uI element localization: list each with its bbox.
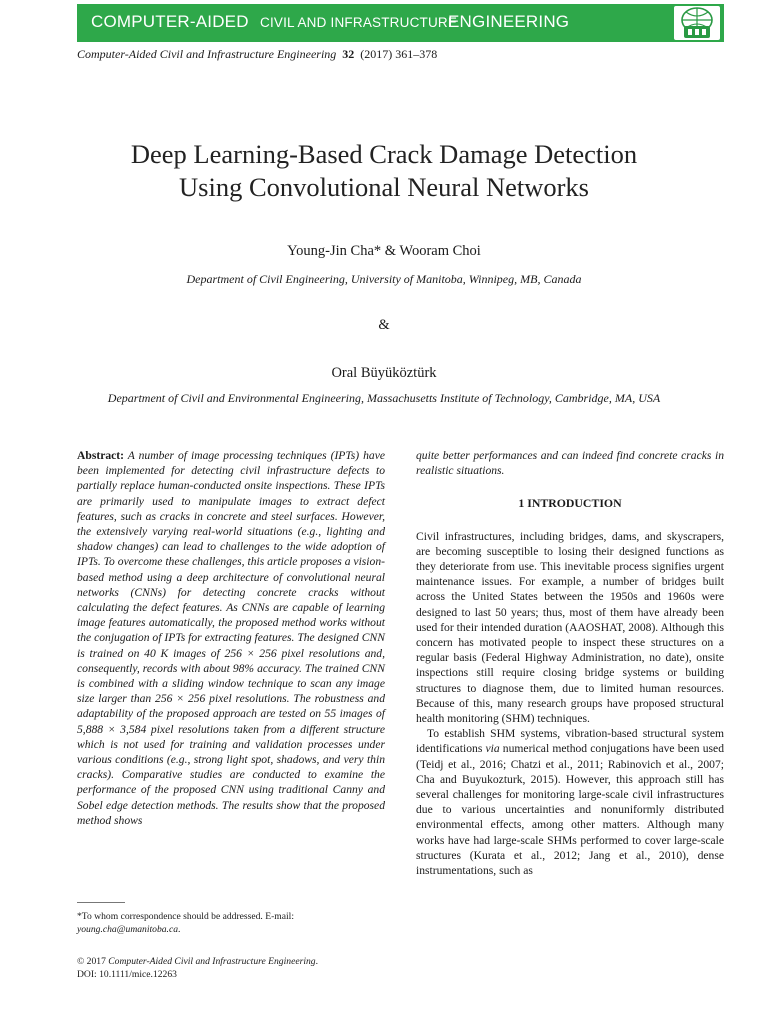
title-line1: Deep Learning-Based Crack Damage Detection bbox=[130, 139, 638, 169]
affiliation1: Department of Civil Engineering, University of Manitoba, Winnipeg, MB, Canada bbox=[186, 272, 582, 286]
intro-paragraph-2-via: via bbox=[485, 742, 500, 756]
footnote-email[interactable]: young.cha@umanitoba.ca bbox=[77, 924, 179, 935]
copyright-block bbox=[77, 955, 318, 981]
authors-group1: Young-Jin Cha* & Wooram Choi bbox=[287, 243, 481, 259]
abstract-text: A number of image processing techniques (IPTs) have been implemented for detecting civil infrastructure defects to partially replace human-conducted onsite inspections. These IPTs are primarily used to manipulate images to extract defect features, such as cracks in concrete and steel surfaces. However, the extensively varying real-world situations (e.g., lighting and shadow changes) can lead to challenges to the wide adoption of IPTs. To overcome these challenges, this article proposes a vision-based method using a deep architecture of convolutional neural networks (CNNs) for detecting concrete cracks without calculating the defect features. As CNNs are capable of learning image features automatically, the proposed method works without the conjugation of IPTs for extracting features. The designed CNN is trained on 40 K images of 256 × 256 pixel resolutions and, consequently, records with about 98% accuracy. The trained CNN is combined with a sliding window technique to scan any image size larger than 256 × 256 pixel resolutions. The robustness and adaptability of the proposed approach are tested on 55 images of 5,888 × 3,584 pixel resolutions taken from a different structure which is not used for training and validation processes under various conditions (e.g., strong light spot, shadows, and very thin cracks). Comparative studies are conducted to examine the performance of the proposed CNN using traditional Canny and Sobel edge detection methods. The results show that the proposed method shows bbox=[77, 449, 385, 827]
journal-logo-icon bbox=[674, 6, 720, 40]
footnote-text: *To whom correspondence should be addressed. E-mail: bbox=[77, 911, 294, 922]
intro-paragraph-1: Civil infrastructures, including bridges, dams, and skyscrapers, are becoming susceptible to losing their designed functions as they deteriorate from use. This inevitable process signifies urgent maintenance issues. For example, a number of bridges built across the United States between the 1950s and 1960s were designed to last 50 years; thus, most of them have already been used for their intended duration (AAOSHAT, 2008). Although this concern has motivated people to inspect these structures on a regular basis (Federal Highway Administration, no date), onsite inspections still require closing bridge systems or building structures to diagnose them, due to limited human resources. Because of this, many research groups have proposed structural health monitoring (SHM) techniques. bbox=[416, 529, 724, 726]
footnote-end: . bbox=[178, 924, 181, 935]
journal-banner bbox=[77, 4, 724, 42]
citation-volume: 32 bbox=[342, 47, 355, 61]
footnote bbox=[77, 910, 385, 936]
citation-line bbox=[77, 47, 437, 62]
banner-part2: CIVIL AND INFRASTRUCTURE bbox=[260, 15, 458, 30]
right-column bbox=[416, 448, 724, 878]
abstract-continuation: quite better performances and can indeed find concrete cracks in realistic situations. bbox=[416, 449, 724, 478]
abstract bbox=[77, 448, 385, 828]
title-line2: Using Convolutional Neural Networks bbox=[179, 172, 589, 202]
paper-title bbox=[60, 138, 708, 204]
section-heading: 1 INTRODUCTION bbox=[518, 496, 622, 511]
intro-paragraph-2-b: numerical method conjugations have been used (Teidj et al., 2016; Chatzi et al., 2011; Rabinovich et al., 2007; Cha and Buyukozturk, 2015). However, this approach still has several challenges for monitoring large-scale civil infrastructures due to various uncertainties and nonuniformly distributed environmental effects, among other matters. Although many works have had large-scale SHMs performed to cover large-scale structures (Kurata et al., 2012; Jang et al., 2010), dense instrumentations, such as bbox=[416, 742, 724, 878]
authors-group2: Oral Büyüköztürk bbox=[331, 365, 437, 381]
banner-part3: ENGINEERING bbox=[448, 12, 570, 31]
citation-year-pages: (2017) 361–378 bbox=[360, 47, 438, 61]
authors-ampersand: & bbox=[378, 317, 390, 333]
intro-paragraph-2-a: To establish SHM systems, vibration-based structural system identifications bbox=[416, 727, 724, 756]
intro-paragraph-2 bbox=[416, 726, 724, 878]
doi-line: DOI: 10.1111/mice.12263 bbox=[77, 969, 177, 980]
citation-journal: Computer-Aided Civil and Infrastructure Engineering bbox=[77, 47, 337, 61]
banner-part1: COMPUTER-AIDED bbox=[91, 12, 249, 31]
copyright-symbol: © 2017 bbox=[77, 956, 109, 967]
affiliation2: Department of Civil and Environmental Engineering, Massachusetts Institute of Technology, Cambridge, MA, USA bbox=[107, 391, 661, 405]
copyright-end: . bbox=[315, 956, 318, 967]
footnote-divider bbox=[77, 902, 125, 903]
abstract-label: Abstract: bbox=[77, 449, 125, 462]
copyright-line bbox=[77, 955, 318, 968]
copyright-journal: Computer-Aided Civil and Infrastructure Engineering bbox=[108, 956, 316, 967]
